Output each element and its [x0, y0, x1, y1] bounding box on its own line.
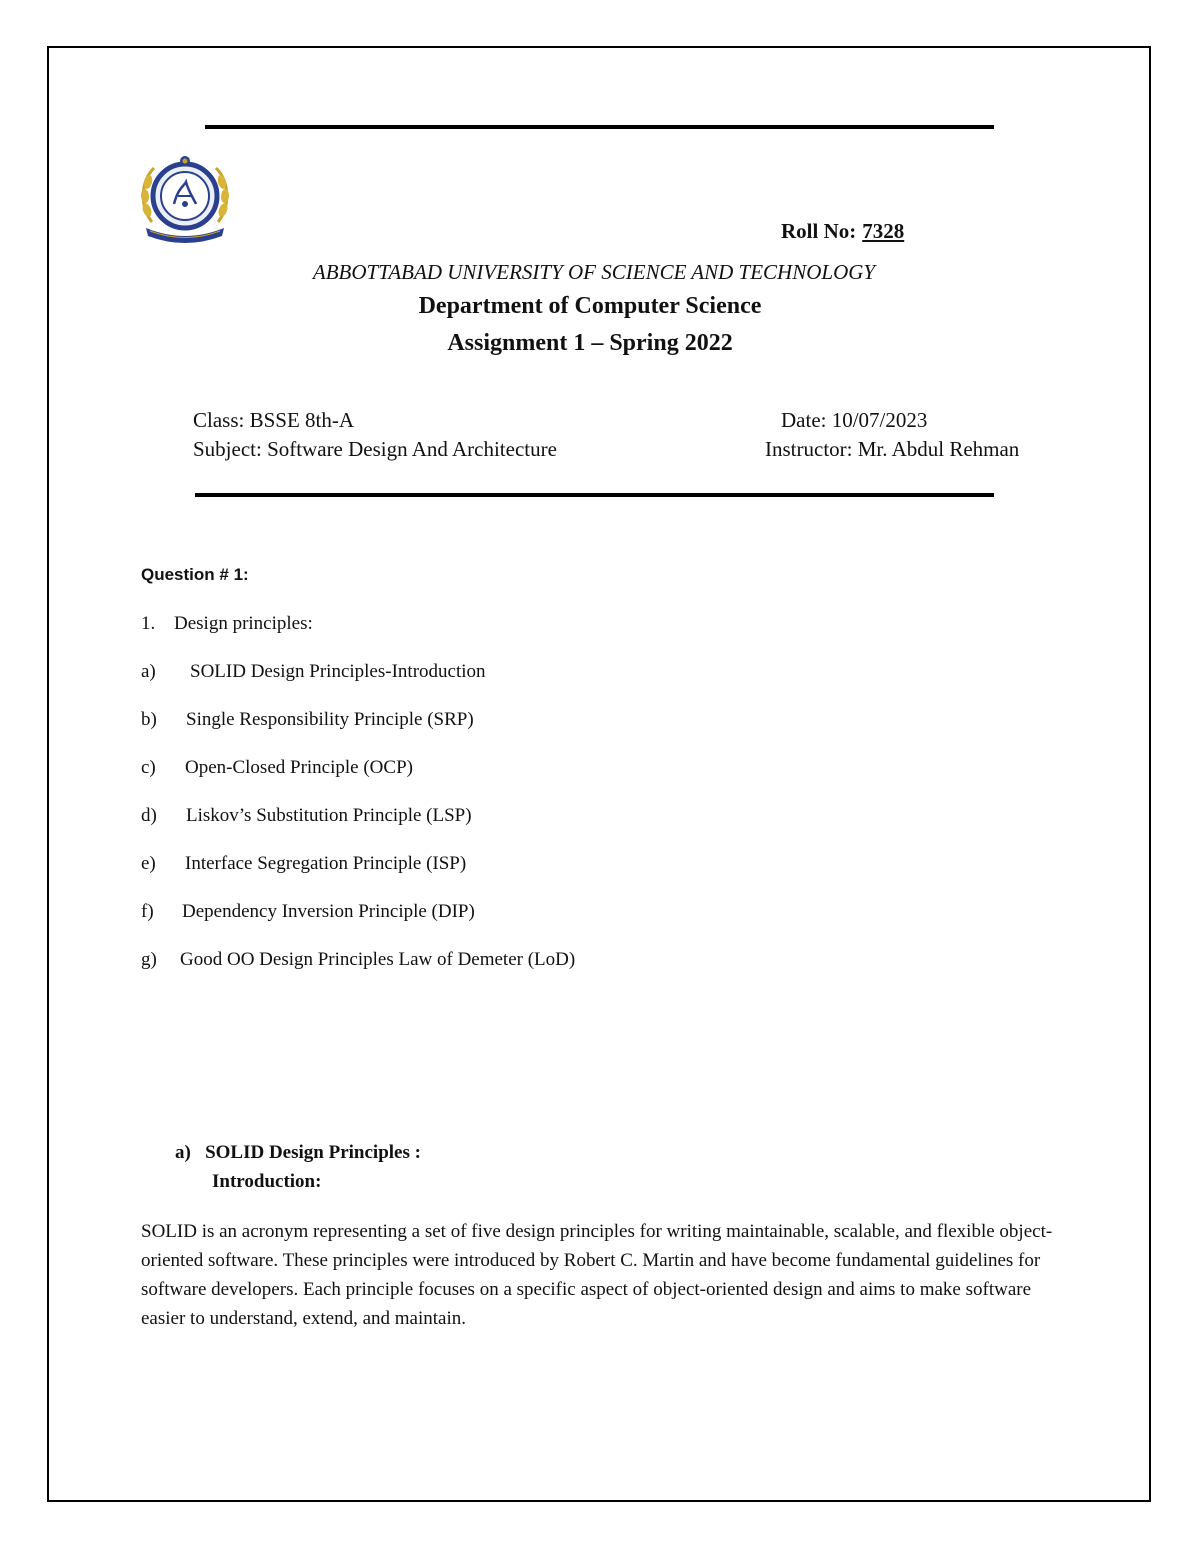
university-name: ABBOTTABAD UNIVERSITY OF SCIENCE AND TECHNOLOGY	[312, 260, 876, 284]
list-item: Interface Segregation Principle (ISP)	[185, 853, 467, 874]
section-body: SOLID is an acronym representing a set of five design principles for writing maintainable, scalable, and flexible object-oriented software. These principles were introduced by Robert C. Martin and have become fundamental guidelines for software developers. Each principle focuses on a specific aspect of object-oriented design and aims to make software easier to understand, extend, and maintain.	[141, 1221, 1053, 1329]
subject-info: Subject: Software Design And Architecture	[193, 437, 557, 461]
class-info: Class: BSSE 8th-A	[193, 408, 355, 432]
list-marker: b)	[141, 709, 157, 730]
roll-number	[781, 219, 972, 244]
assignment-title: Assignment 1 – Spring 2022	[447, 330, 733, 356]
university-logo	[138, 152, 232, 244]
section-subtitle: Introduction:	[212, 1171, 322, 1192]
instructor-info: Instructor: Mr. Abdul Rehman	[765, 437, 1020, 461]
list-marker: e)	[141, 853, 156, 874]
list-marker: d)	[141, 805, 157, 826]
topic-number: 1.	[141, 613, 156, 634]
list-marker: f)	[141, 901, 154, 922]
list-item: Open-Closed Principle (OCP)	[185, 757, 413, 778]
department-title: Department of Computer Science	[418, 293, 762, 319]
roll-label: Roll No:	[781, 219, 857, 243]
list-item: SOLID Design Principles-Introduction	[190, 661, 486, 682]
section-title: SOLID Design Principles :	[205, 1142, 421, 1163]
list-item: Single Responsibility Principle (SRP)	[186, 709, 474, 730]
topic-title: Design principles:	[174, 613, 313, 634]
date-info: Date: 10/07/2023	[781, 408, 928, 432]
section-heading	[175, 1142, 421, 1164]
header-bottom-rule	[195, 493, 994, 497]
question-title: Question # 1:	[141, 565, 249, 584]
section-marker: a)	[175, 1142, 191, 1163]
roll-value: 7328	[862, 219, 905, 243]
list-marker: g)	[141, 949, 157, 970]
list-item: Good OO Design Principles Law of Demeter (LoD)	[180, 949, 576, 970]
list-item: Dependency Inversion Principle (DIP)	[182, 901, 475, 922]
list-marker: c)	[141, 757, 156, 778]
header-top-rule	[205, 125, 994, 129]
list-marker: a)	[141, 661, 156, 682]
list-item: Liskov’s Substitution Principle (LSP)	[186, 805, 472, 826]
